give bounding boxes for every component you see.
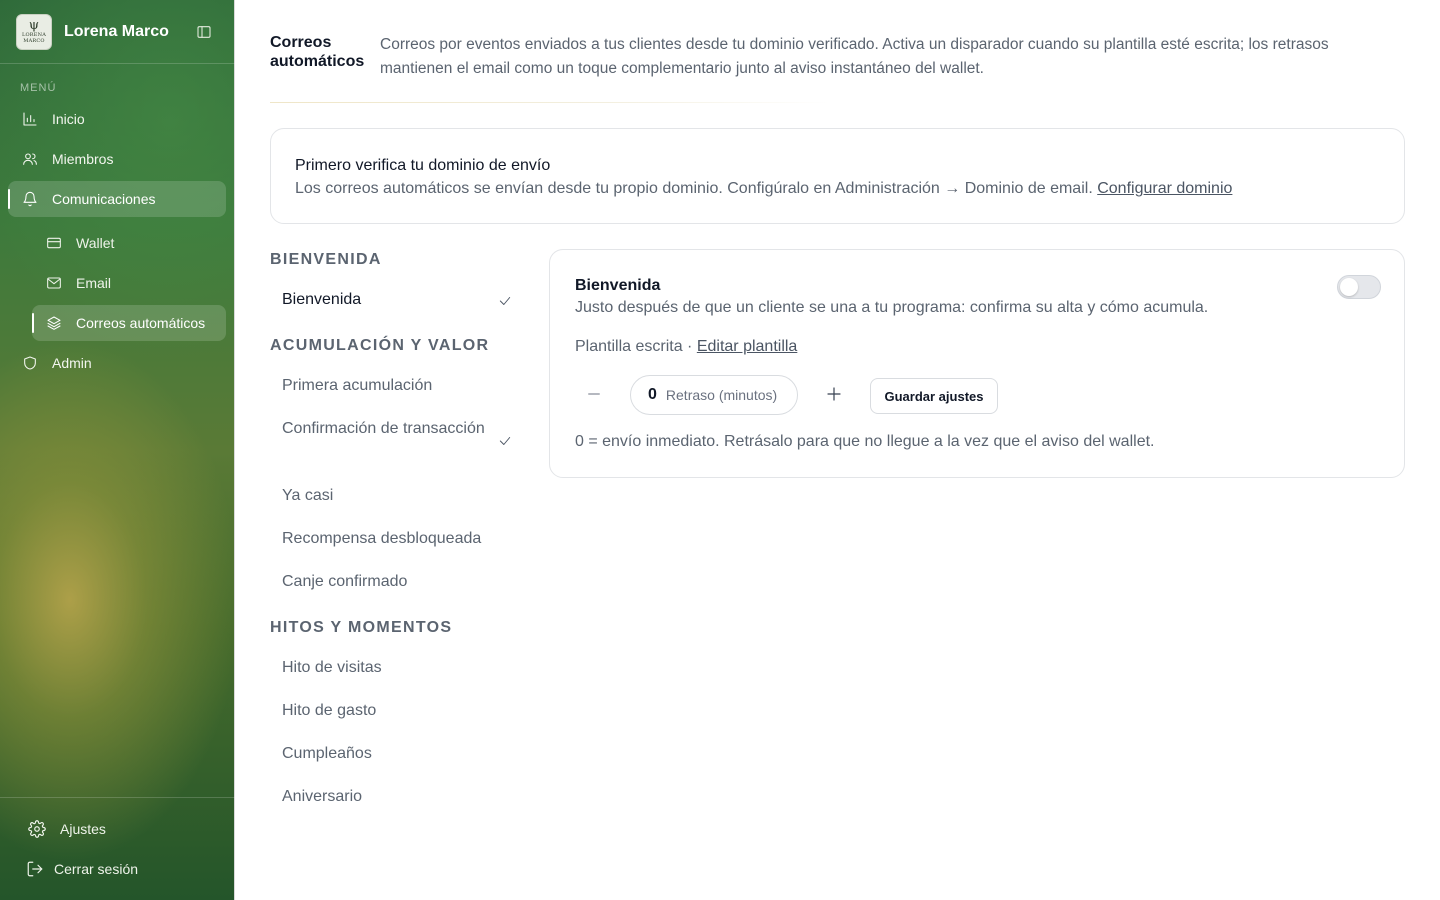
trigger-label: Recompensa desbloqueada xyxy=(282,530,482,547)
logout-label: Cerrar sesión xyxy=(54,861,139,877)
trigger-item-confirmacion-transaccion[interactable] xyxy=(282,417,492,440)
trigger-label: Aniversario xyxy=(282,788,363,805)
shield-icon xyxy=(22,355,38,371)
configure-domain-link[interactable]: Configurar dominio xyxy=(1097,180,1233,197)
category-heading: HITOS Y MOMENTOS xyxy=(270,619,453,636)
sidebar-subitem-label: Email xyxy=(76,275,112,291)
delay-value: 0 xyxy=(648,386,657,403)
divider xyxy=(0,63,235,64)
sidebar-item-miembros[interactable] xyxy=(8,141,226,177)
trigger-title: Bienvenida xyxy=(575,277,661,294)
delay-stepper-field[interactable] xyxy=(630,375,798,415)
trigger-detail-card xyxy=(549,249,1405,478)
page-title: Correos automáticos xyxy=(270,34,365,70)
trigger-label: Confirmación de transacción xyxy=(282,420,485,437)
template-status xyxy=(575,338,797,356)
notice-text xyxy=(295,180,1232,198)
sidebar-item-label: Inicio xyxy=(52,111,85,127)
trigger-item-cumpleanos[interactable] xyxy=(282,742,517,765)
trigger-item-primera-acumulacion[interactable] xyxy=(282,374,517,397)
sidebar-item-comunicaciones[interactable] xyxy=(8,181,226,217)
logo-text-line: MARCO xyxy=(23,38,45,44)
trigger-item-ya-casi[interactable] xyxy=(282,484,517,507)
brand-logo xyxy=(16,14,52,50)
sidebar-item-label: Admin xyxy=(52,355,92,371)
logout-icon xyxy=(26,860,44,878)
brand-name: Lorena Marco xyxy=(64,23,169,40)
settings-link[interactable] xyxy=(16,811,106,847)
trigger-label: Bienvenida xyxy=(282,291,362,308)
notice-body: Los correos automáticos se envían desde tu propio dominio. Configúralo en Administración → Dominio de email. xyxy=(295,180,1093,197)
trigger-description: Justo después de que un cliente se una a tu programa: confirma su alta y cómo acumula. xyxy=(575,299,1209,316)
template-status-text: Plantilla escrita · xyxy=(575,338,697,355)
page-description: Correos por eventos enviados a tus clientes desde tu dominio verificado. Activa un disparador cuando su plantilla esté escrita; los retrasos mantienen el email como un toque complementario junto al aviso instantáneo del wallet. xyxy=(380,36,1329,77)
trigger-item-recompensa-desbloqueada[interactable] xyxy=(282,527,517,550)
trigger-label: Primera acumulación xyxy=(282,377,433,394)
divider xyxy=(270,102,830,103)
trigger-label: Hito de gasto xyxy=(282,702,377,719)
layers-icon xyxy=(46,315,62,331)
logo-text-line: LORENA xyxy=(21,32,47,38)
bell-icon xyxy=(22,191,38,207)
sidebar-item-admin[interactable] xyxy=(8,345,226,381)
trigger-item-hito-visitas[interactable] xyxy=(282,656,517,679)
sidebar-subitem-correos-automaticos[interactable] xyxy=(32,305,226,341)
card-icon xyxy=(46,235,62,251)
sidebar-subitem-label: Correos automáticos xyxy=(76,315,206,331)
trigger-item-canje-confirmado[interactable] xyxy=(282,570,517,593)
decrease-delay-button[interactable] xyxy=(578,378,610,410)
category-heading: BIENVENIDA xyxy=(270,251,382,268)
sidebar xyxy=(0,0,235,900)
main-content xyxy=(235,0,1440,900)
divider xyxy=(0,797,235,798)
sidebar-subitem-email[interactable] xyxy=(32,265,226,301)
enable-toggle[interactable] xyxy=(1337,275,1381,299)
sidebar-item-label: Comunicaciones xyxy=(52,191,156,207)
sidebar-item-inicio[interactable] xyxy=(8,101,226,137)
users-icon xyxy=(22,151,38,167)
check-icon xyxy=(498,432,512,446)
toggle-knob xyxy=(1340,278,1358,296)
trigger-item-bienvenida[interactable] xyxy=(282,288,517,311)
delay-hint: 0 = envío inmediato. Retrásalo para que no llegue a la vez que el aviso del wallet. xyxy=(575,433,1155,450)
menu-section-label: MENÚ xyxy=(20,82,57,94)
settings-label: Ajustes xyxy=(60,821,106,837)
delay-label: Retraso (minutos) xyxy=(665,387,778,403)
edit-template-link[interactable]: Editar plantilla xyxy=(696,338,798,355)
trigger-item-aniversario[interactable] xyxy=(282,785,517,808)
gear-icon xyxy=(28,820,46,838)
check-icon xyxy=(498,292,512,306)
sidebar-subitem-label: Wallet xyxy=(76,235,115,251)
trigger-label: Cumpleaños xyxy=(282,745,372,762)
mail-icon xyxy=(46,275,62,291)
trigger-label: Ya casi xyxy=(282,487,334,504)
logo-mark-icon: ψ xyxy=(28,18,40,33)
notice-title: Primero verifica tu dominio de envío xyxy=(295,157,551,174)
category-heading: ACUMULACIÓN Y VALOR xyxy=(270,337,490,354)
bar-chart-icon xyxy=(22,111,38,127)
trigger-label: Canje confirmado xyxy=(282,573,408,590)
logout-link[interactable] xyxy=(16,851,138,887)
trigger-item-hito-gasto[interactable] xyxy=(282,699,517,722)
brand[interactable] xyxy=(16,14,169,50)
trigger-label: Hito de visitas xyxy=(282,659,382,676)
domain-notice xyxy=(270,128,1405,224)
sidebar-subitem-wallet[interactable] xyxy=(32,225,226,261)
increase-delay-button[interactable] xyxy=(818,378,850,410)
sidebar-item-label: Miembros xyxy=(52,151,114,167)
sidebar-toggle-icon[interactable] xyxy=(196,24,212,40)
save-settings-button[interactable]: Guardar ajustes xyxy=(870,378,998,414)
